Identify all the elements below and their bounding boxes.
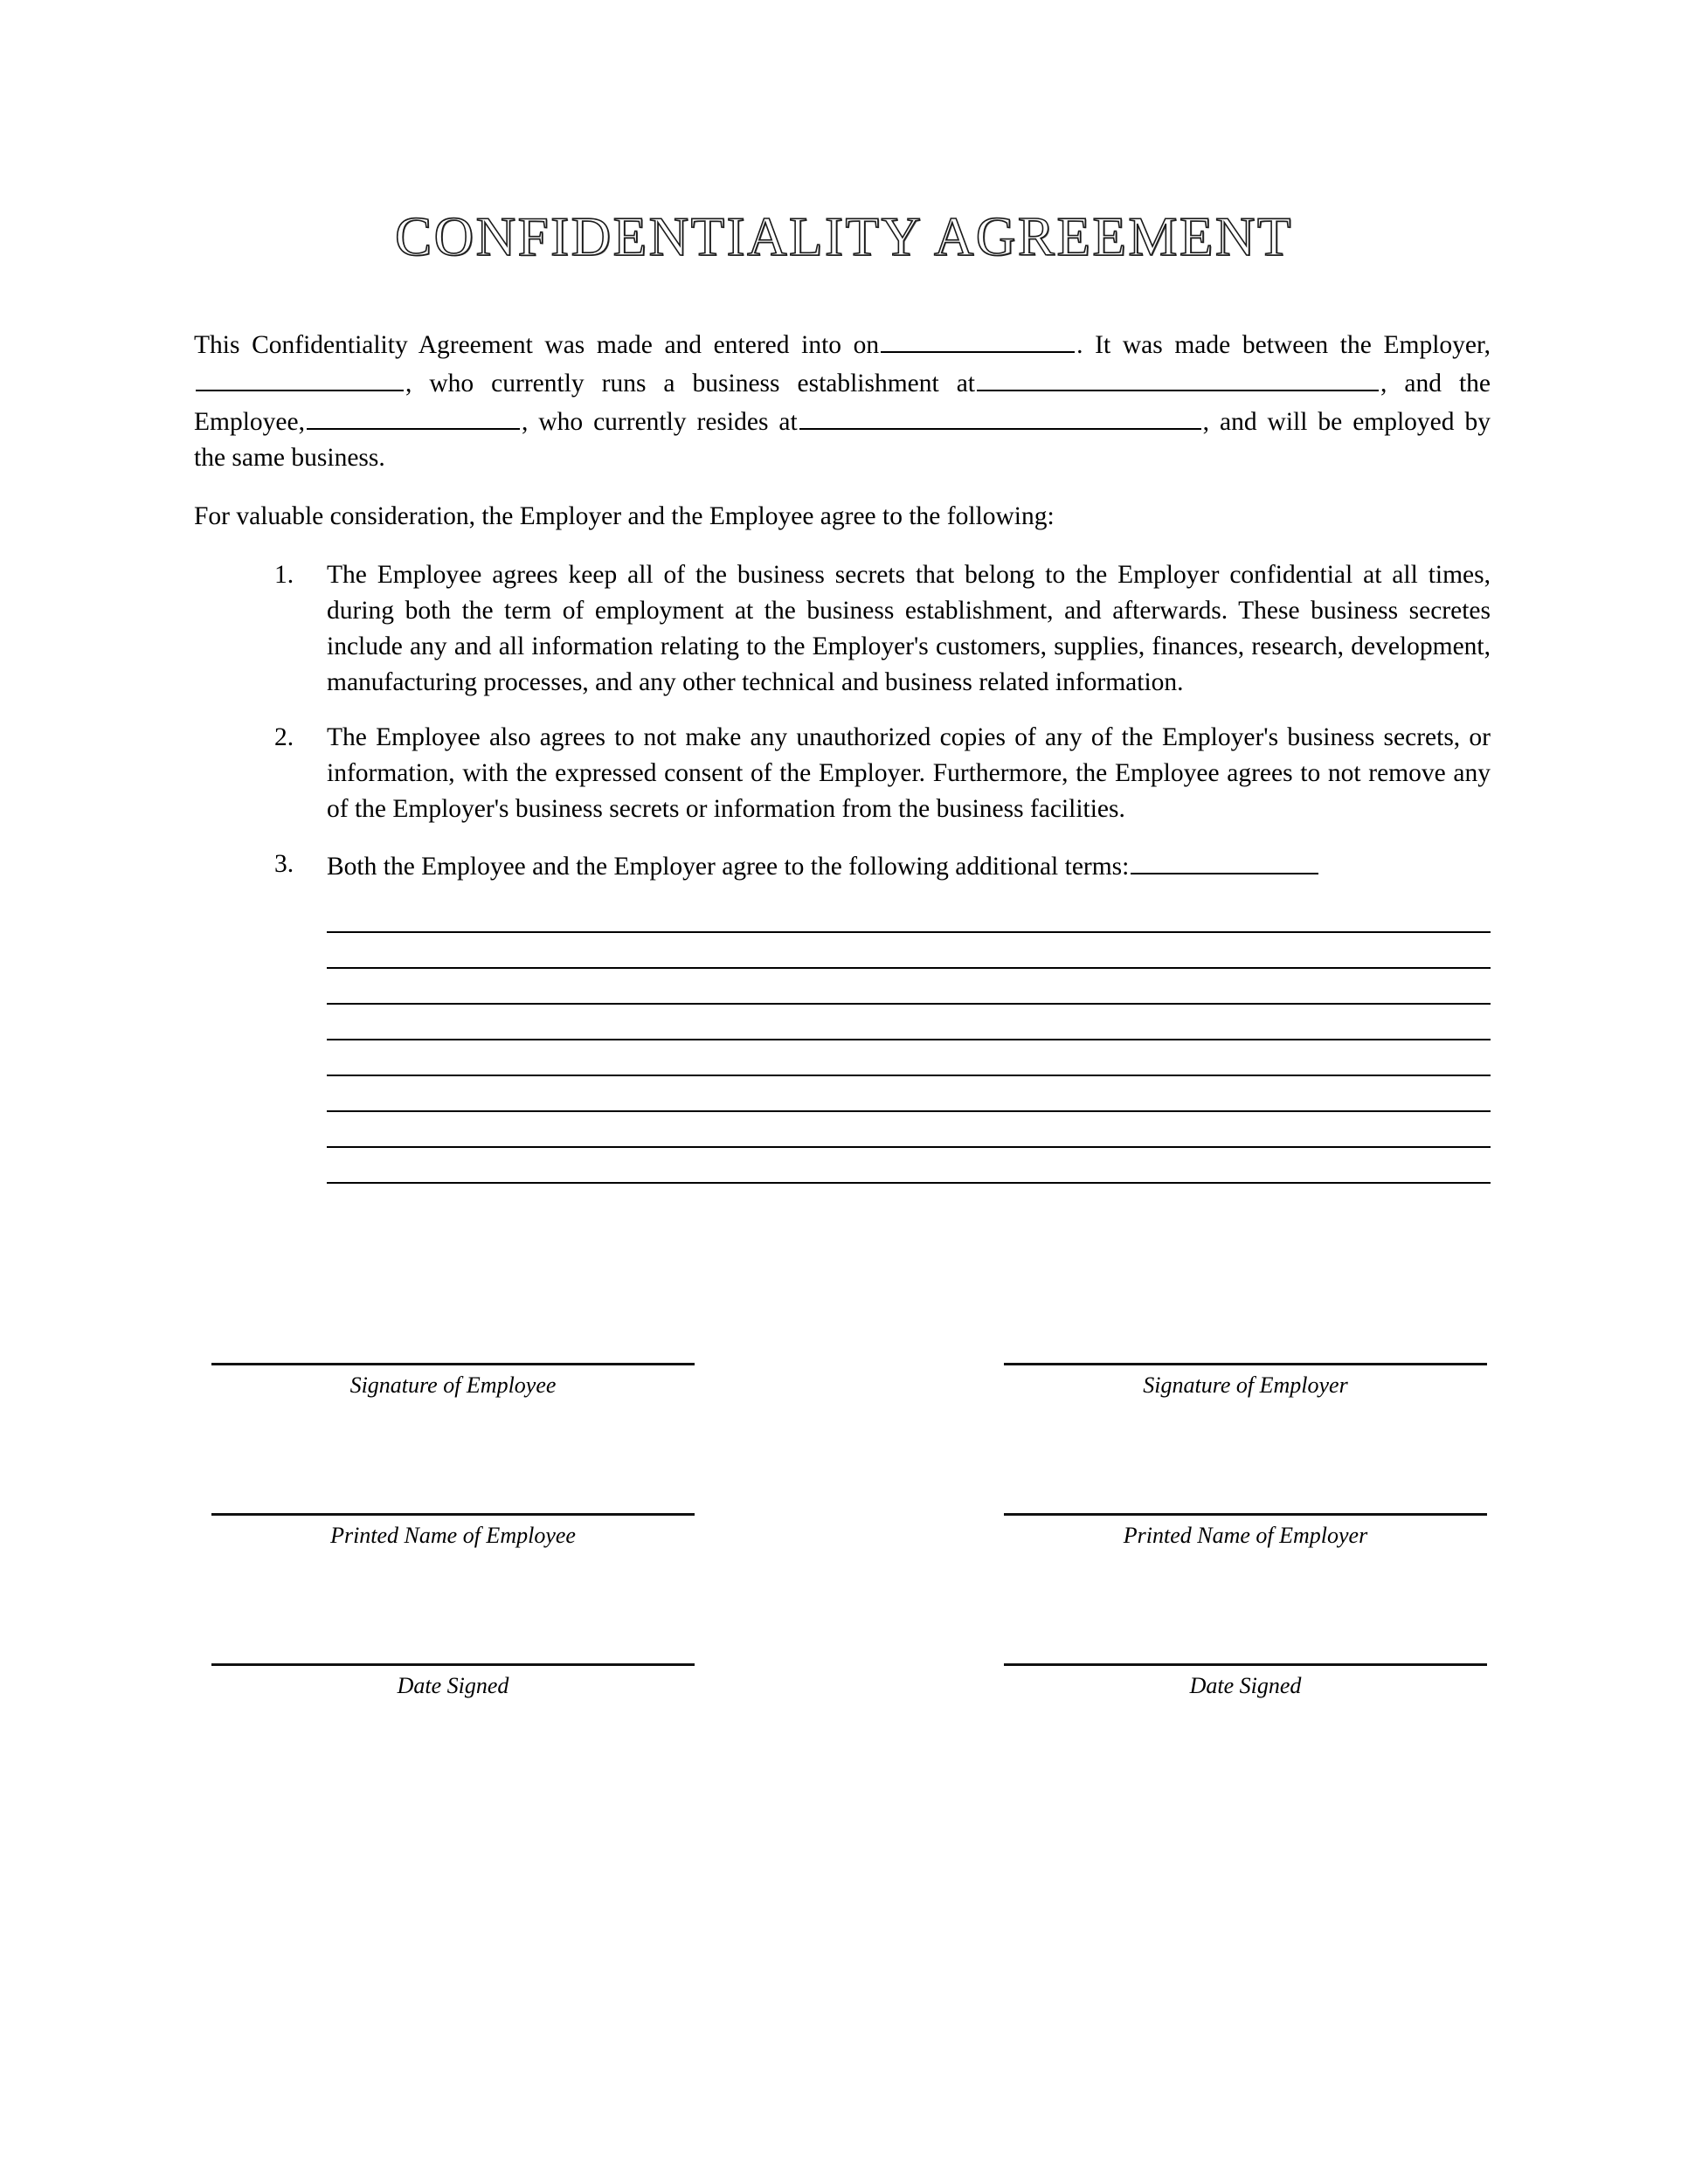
additional-terms-blank-field[interactable] — [1131, 847, 1318, 874]
signature-row-date-signed — [211, 1625, 1487, 1701]
terms-list — [194, 557, 1491, 1184]
date-signed-line-employer[interactable] — [1004, 1625, 1487, 1666]
additional-terms-rule-line[interactable] — [327, 933, 1491, 969]
document-body — [194, 325, 1491, 1203]
signature-label-employer: Signature of Employer — [1143, 1372, 1348, 1398]
date-signed-block-employer — [1004, 1625, 1487, 1701]
date-signed-label-employee: Date Signed — [397, 1673, 509, 1698]
date-signed-line-employee[interactable] — [211, 1625, 695, 1666]
term-number-3: 3. — [274, 850, 294, 879]
signature-line-employer[interactable] — [1004, 1324, 1487, 1365]
signature-row-signature — [211, 1324, 1487, 1400]
signature-line-employee[interactable] — [211, 1324, 695, 1365]
intro-segment-3: , who currently runs a business establishment at — [405, 370, 975, 398]
additional-terms-rule-line[interactable] — [327, 969, 1491, 1005]
term-text-1: The Employee agrees keep all of the business secrets that belong to the Employer confidential at all times, during both the term of employment at the business establishment, and afterwards. These business secretes include any and all information relating to the Employer's customers, supplies, finances, research, development, manufacturing processes, and any other technical and business related information. — [327, 561, 1491, 697]
additional-terms-rule-line[interactable] — [327, 1040, 1491, 1076]
intro-segment-5: , who currently resides at — [521, 408, 798, 437]
signature-label-employee: Signature of Employee — [349, 1372, 557, 1398]
additional-terms-rule-line[interactable] — [327, 897, 1491, 933]
intro-segment-1: This Confidentiality Agreement was made and entered into on — [194, 331, 880, 360]
term-item-3 — [194, 847, 1491, 1184]
signature-block-employee — [211, 1324, 695, 1400]
consideration-paragraph: For valuable consideration, the Employer and the Employee agree to the following: — [194, 502, 1055, 531]
term-number-1: 1. — [274, 561, 294, 590]
date-signed-label-employer: Date Signed — [1189, 1673, 1302, 1698]
employer-name-blank-field[interactable] — [196, 363, 404, 391]
additional-terms-rule-line[interactable] — [327, 1005, 1491, 1040]
intro-paragraph — [194, 325, 1491, 476]
printed-name-label-employer: Printed Name of Employer — [1123, 1523, 1368, 1548]
signature-section — [211, 1324, 1487, 1775]
intro-segment-4: , and the Employee, — [194, 370, 1491, 437]
term-item-2 — [194, 720, 1491, 827]
intro-segment-6: , and will be employed by the same business. — [194, 408, 1491, 473]
page-title: CONFIDENTIALITY AGREEMENT — [395, 206, 1293, 268]
intro-segment-2: . It was made between the Employer, — [1076, 331, 1491, 360]
employee-name-blank-field[interactable] — [307, 402, 520, 430]
employee-address-blank-field[interactable] — [799, 402, 1201, 430]
printed-name-block-employee — [211, 1475, 695, 1551]
term-item-1 — [194, 557, 1491, 701]
term-text-3 — [327, 847, 1491, 885]
additional-terms-rule-line[interactable] — [327, 1112, 1491, 1148]
printed-name-line-employer[interactable] — [1004, 1475, 1487, 1516]
employer-address-blank-field[interactable] — [977, 363, 1379, 391]
signature-row-printed-name — [211, 1475, 1487, 1551]
signature-block-employer — [1004, 1324, 1487, 1400]
date-blank-field[interactable] — [881, 325, 1075, 353]
additional-terms-ruled-lines[interactable] — [327, 897, 1491, 1184]
term-3-label: Both the Employee and the Employer agree to the following additional terms: — [327, 853, 1130, 881]
printed-name-block-employer — [1004, 1475, 1487, 1551]
term-number-2: 2. — [274, 723, 294, 752]
term-text-2: The Employee also agrees to not make any unauthorized copies of any of the Employer's business secrets, or information, with the expressed consent of the Employer. Furthermore, the Employee agrees to not remove any of the Employer's business secrets or information from the business facilities. — [327, 723, 1491, 824]
date-signed-block-employee — [211, 1625, 695, 1701]
printed-name-line-employee[interactable] — [211, 1475, 695, 1516]
additional-terms-rule-line[interactable] — [327, 1076, 1491, 1112]
printed-name-label-employee: Printed Name of Employee — [330, 1523, 576, 1548]
additional-terms-rule-line[interactable] — [327, 1148, 1491, 1184]
